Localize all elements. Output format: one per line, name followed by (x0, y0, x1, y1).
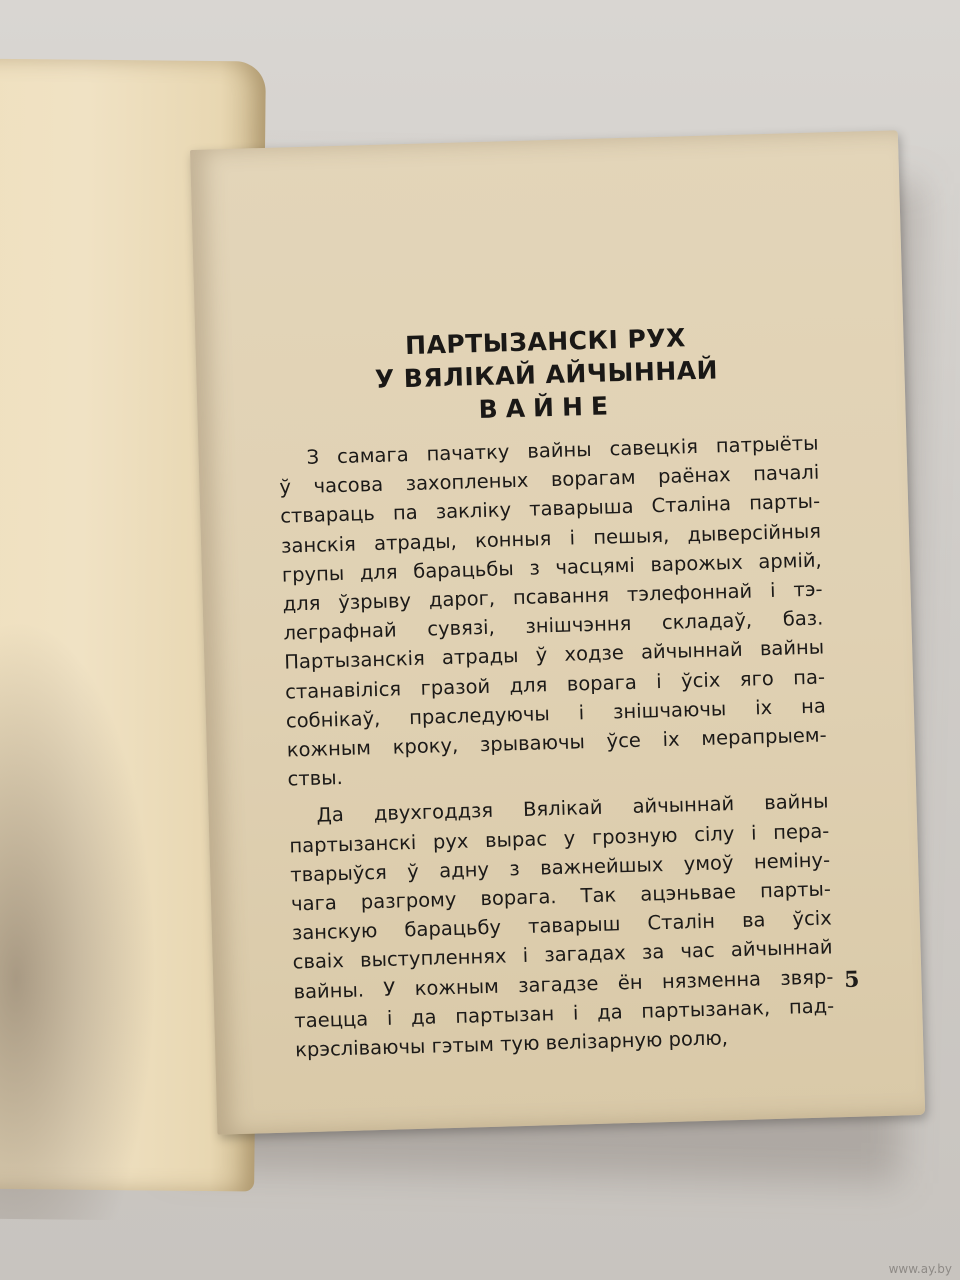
title-line-2: У ВЯЛІКАЙ АЙЧЫННАЙ (374, 355, 719, 394)
text-line: для ўзрыву дарог, псавання тэлефоннай і тэ- (282, 577, 823, 616)
text-line: станавіліся гразой для ворага і ўсіх яго па- (284, 665, 826, 704)
text-line: ствараць па закліку таварыша Сталіна парты- (279, 489, 821, 529)
title-line-3: ВАЙНЕ (478, 391, 617, 425)
title-line-1: ПАРТЫЗАНСКІ РУХ (404, 323, 687, 361)
text-line: чага разгрому ворага. Так ацэньвае парты- (290, 877, 832, 916)
text-line: таецца і да партызан і да партызанак, пад- (294, 994, 835, 1033)
text-line: леграфнай сувязі, знішчэння складаў, баз. (283, 606, 824, 645)
text-line: занскія атрады, конныя і пешыя, дыверсійныя (280, 519, 822, 558)
body-text (278, 429, 835, 1065)
text-line: тварыўся ў адну з важнейшых умоў неміну- (289, 848, 831, 887)
text-line: вайны. У кожным загадзе ён нязменна звяр- (293, 965, 834, 1004)
paragraph (288, 787, 835, 1065)
text-line: групы для барацьбы з часцямі варожых армій, (281, 548, 823, 587)
paragraph (278, 429, 828, 794)
watermark: www.ay.by (888, 1262, 952, 1276)
text-line: Да двухгоддзя Вялікай айчыннай вайны (316, 789, 829, 828)
text-line: Партызанскія атрады ў ходзе айчыннай вайны (284, 635, 825, 674)
text-line: З самага пачатку вайны савецкія патрыёты (306, 431, 819, 469)
text-line: кожным кроку, зрываючы ўсе іх мерапрыем- (286, 723, 827, 762)
text-line: партызанскі рух вырас у грозную сілу і пера- (289, 819, 830, 858)
right-page (190, 130, 925, 1134)
text-line: крэсліваючы гэтым тую велізарную ролю, (294, 1026, 729, 1062)
page-number: 5 (843, 966, 860, 994)
text-line: занскую барацьбу таварыш Сталін ва ўсіх (291, 906, 833, 945)
page-content (275, 318, 835, 1073)
chapter-title (275, 318, 818, 432)
text-line: ў часова захопленых ворагам раёнах пачалі (279, 460, 820, 499)
text-line: собнікаў, праследуючы і знішчаючы іх на (285, 694, 827, 733)
text-line: ствы. (287, 766, 344, 791)
text-line: сваіх выступленнях і загадах за час айчыннай (292, 935, 833, 974)
